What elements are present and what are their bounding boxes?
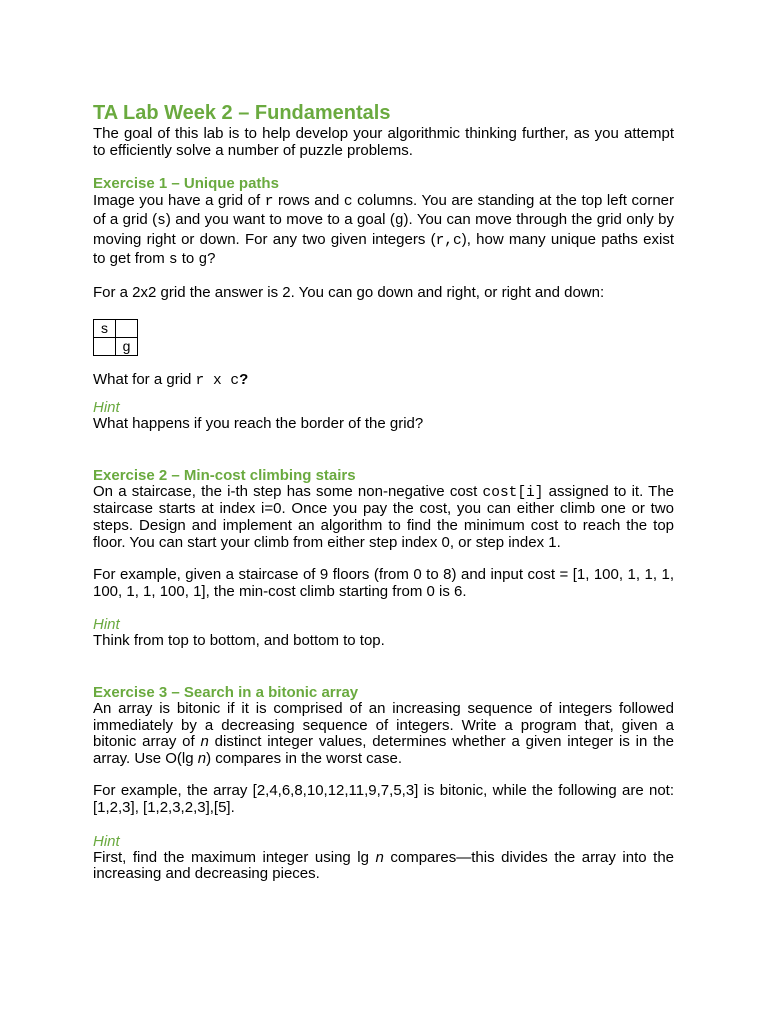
exercise-1-hint: What happens if you reach the border of the grid? (93, 415, 424, 433)
grid-cell-goal: g (116, 337, 138, 355)
exercise-3-heading: Exercise 3 – Search in a bitonic array (93, 683, 359, 701)
exercise-3-description: An array is bitonic if it is comprised of an increasing sequence of integers followed immediately by a decreasing sequence of integers. Write a program that, given a bitonic array of n distinct integer values, determines whether a given integer is in the array. Use O(lg n) compares in the worst case. (93, 699, 674, 767)
example-grid (93, 319, 138, 356)
exercise-2-description: On a staircase, the i-th step has some non-negative cost cost[i] assigned to it. The staircase starts at index i=0. Once you pay the cost, you can either climb one or two steps. Design and implement an algorithm to find the minimum cost to reach the top floor. You can start your climb from either step index 0, or step index 1. (93, 482, 675, 551)
exercise-2-heading: Exercise 2 – Min-cost climbing stairs (93, 466, 356, 484)
exercise-1-description: Image you have a grid of r rows and c columns. You are standing at the top left corner of a grid (s) and you want to move to a goal (g). You can move through the grid only by moving right or down. For any two given integers (r,c), how many unique paths exist to get from s to g? (93, 192, 674, 268)
exercise-2-hint: Think from top to bottom, and bottom to top. (93, 632, 385, 650)
exercise-3-example: For example, the array [2,4,6,8,10,12,11,9,7,5,3] is bitonic, while the following are not: [1,2,3], [1,2,3,2,3],[5]. (93, 782, 674, 816)
exercise-1-hint-label: Hint (93, 399, 120, 417)
document-page (93, 100, 674, 883)
exercise-3-hint: First, find the maximum integer using lg n compares—this divides the array into the increasing and decreasing pieces. (93, 848, 674, 883)
grid-cell (116, 319, 138, 337)
exercise-3-hint-label: Hint (93, 832, 120, 850)
document-title: TA Lab Week 2 – Fundamentals (93, 102, 391, 124)
exercise-1-example: For a 2x2 grid the answer is 2. You can go down and right, or right and down: (93, 284, 605, 301)
intro-paragraph: The goal of this lab is to help develop your algorithmic thinking further, as you attempt to efficiently solve a number of puzzle problems. (93, 125, 674, 159)
exercise-1-question: What for a grid r x c? (93, 370, 249, 389)
grid-cell (94, 337, 116, 355)
exercise-2-example: For example, given a staircase of 9 floors (from 0 to 8) and input cost = [1, 100, 1, 1, 1, 100, 1, 1, 100, 1], the min-cost climb starting from 0 is 6. (93, 566, 674, 600)
exercise-1-heading: Exercise 1 – Unique paths (93, 175, 279, 193)
grid-cell-start: s (94, 319, 116, 337)
exercise-2-hint-label: Hint (93, 616, 120, 634)
